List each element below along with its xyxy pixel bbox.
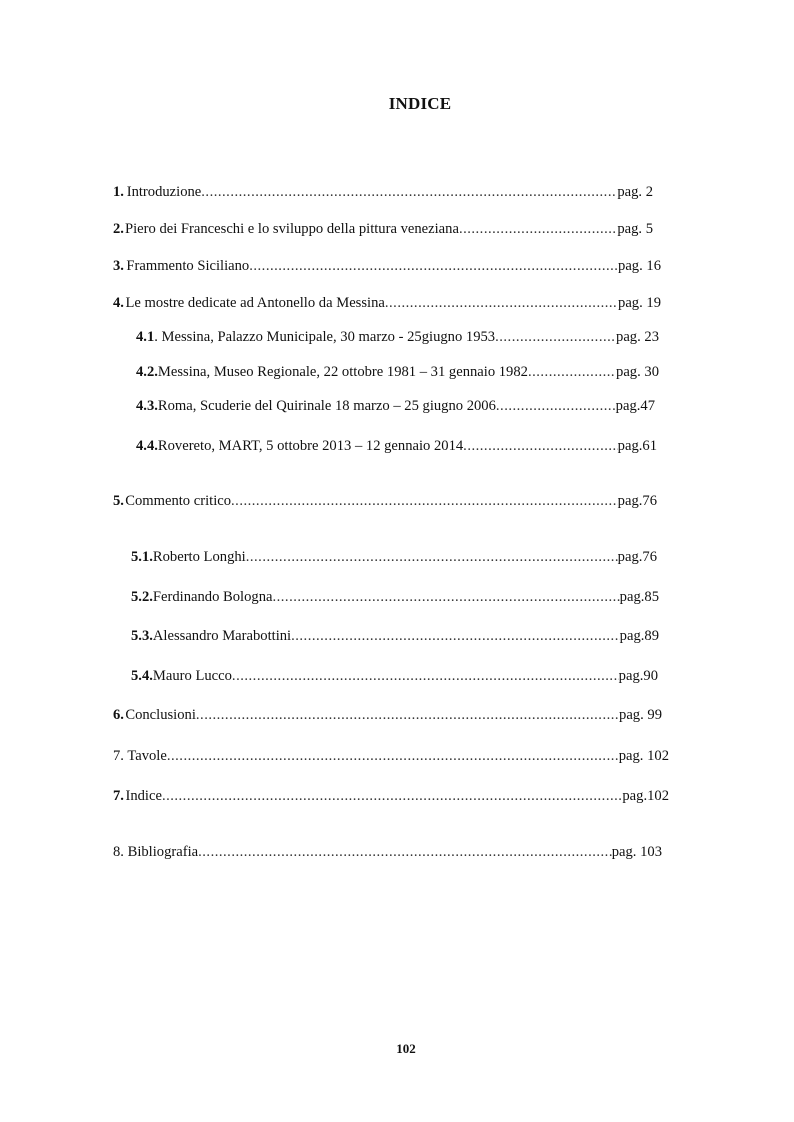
- toc-page: pag.76: [617, 493, 657, 509]
- toc-entry[interactable]: [113, 844, 662, 861]
- toc-number: 4.1: [136, 329, 155, 345]
- toc-page: pag. 99: [619, 707, 662, 723]
- dot-leader: [167, 748, 619, 765]
- toc-page: pag.89: [619, 628, 659, 644]
- toc-page: pag. 103: [611, 844, 662, 860]
- toc-entry[interactable]: [136, 329, 659, 346]
- toc-text: . Messina, Palazzo Municipale, 30 marzo - 25giugno 1953: [154, 329, 496, 345]
- toc-number: 7.: [113, 788, 124, 804]
- toc-entry[interactable]: [113, 493, 657, 510]
- toc-text: Introduzione: [126, 184, 202, 200]
- toc-entry[interactable]: [136, 398, 655, 415]
- toc-entry[interactable]: [113, 707, 662, 724]
- toc-number: 4.3.: [136, 398, 158, 414]
- toc-entry[interactable]: [113, 221, 653, 238]
- toc-entry[interactable]: [113, 748, 669, 765]
- toc-number: 4.2.: [136, 364, 158, 380]
- dot-leader: [201, 184, 617, 201]
- toc-text: Alessandro Marabottini: [152, 628, 292, 644]
- toc-text: Messina, Museo Regionale, 22 ottobre 1981 – 31 gennaio 1982: [157, 364, 528, 380]
- toc-text: Le mostre dedicate ad Antonello da Messina: [125, 295, 385, 311]
- index-title: INDICE: [388, 94, 452, 113]
- dot-leader: [246, 549, 618, 566]
- toc-page: pag. 16: [618, 258, 661, 274]
- toc-number: 5.4.: [131, 668, 153, 684]
- toc-entry[interactable]: [113, 788, 669, 805]
- toc-entry[interactable]: [113, 295, 661, 312]
- toc-text: Rovereto, MART, 5 ottobre 2013 – 12 gennaio 2014: [157, 438, 464, 454]
- toc-text: 7. Tavole: [113, 748, 167, 764]
- toc-text: Ferdinando Bologna: [152, 589, 273, 605]
- toc-page: pag. 19: [618, 295, 661, 311]
- toc-number: 4.: [113, 295, 124, 311]
- dot-leader: [496, 398, 616, 415]
- toc-number: 2.: [113, 221, 124, 237]
- toc-number: 5.: [113, 493, 124, 509]
- toc-number: 3.: [113, 258, 124, 274]
- toc-page: pag.90: [618, 668, 658, 684]
- toc-page: pag.61: [617, 438, 657, 454]
- toc-entry[interactable]: [113, 184, 653, 201]
- toc-number: 5.3.: [131, 628, 153, 644]
- toc-page: pag. 2: [617, 184, 653, 200]
- toc-page: pag.102: [622, 788, 669, 804]
- toc-page: pag. 5: [617, 221, 653, 237]
- toc-entry[interactable]: [113, 258, 661, 275]
- dot-leader: [196, 707, 619, 724]
- dot-leader: [528, 364, 616, 381]
- dot-leader: [272, 589, 619, 606]
- toc-page: pag.85: [619, 589, 659, 605]
- toc-text: Frammento Siciliano: [126, 258, 250, 274]
- dot-leader: [291, 628, 620, 645]
- toc-entry[interactable]: [136, 438, 657, 455]
- toc-number: 6.: [113, 707, 124, 723]
- toc-entry[interactable]: [136, 364, 659, 381]
- toc-text: Piero dei Franceschi e lo sviluppo della pittura veneziana: [125, 221, 459, 237]
- toc-text: Conclusioni: [125, 707, 196, 723]
- dot-leader: [495, 329, 616, 346]
- toc-number: 5.2.: [131, 589, 153, 605]
- dot-leader: [249, 258, 618, 275]
- dot-leader: [231, 493, 618, 510]
- toc-text: Commento critico: [125, 493, 232, 509]
- toc-text: 8. Bibliografia: [113, 844, 199, 860]
- dot-leader: [463, 438, 618, 455]
- dot-leader: [232, 668, 619, 685]
- dot-leader: [162, 788, 622, 805]
- toc-text: Mauro Lucco: [152, 668, 232, 684]
- dot-leader: [198, 844, 612, 861]
- toc-entry[interactable]: [131, 549, 657, 566]
- toc-text: Indice: [125, 788, 162, 804]
- toc-text: Roberto Longhi: [152, 549, 246, 565]
- page-number: 102: [396, 1041, 416, 1056]
- toc-page: pag.76: [617, 549, 657, 565]
- dot-leader: [385, 295, 618, 312]
- toc-page: pag. 23: [616, 329, 659, 345]
- toc-entry[interactable]: [131, 668, 658, 685]
- toc-number: 5.1.: [131, 549, 153, 565]
- toc-page: pag. 102: [618, 748, 669, 764]
- toc-entry[interactable]: [131, 589, 659, 606]
- toc-text: Roma, Scuderie del Quirinale 18 marzo – 25 giugno 2006: [157, 398, 496, 414]
- toc-page: pag.47: [615, 398, 655, 414]
- toc-number: 1.: [113, 184, 124, 200]
- toc-number: 4.4.: [136, 438, 158, 454]
- dot-leader: [459, 221, 617, 238]
- toc-entry[interactable]: [131, 628, 659, 645]
- toc-page: pag. 30: [616, 364, 659, 380]
